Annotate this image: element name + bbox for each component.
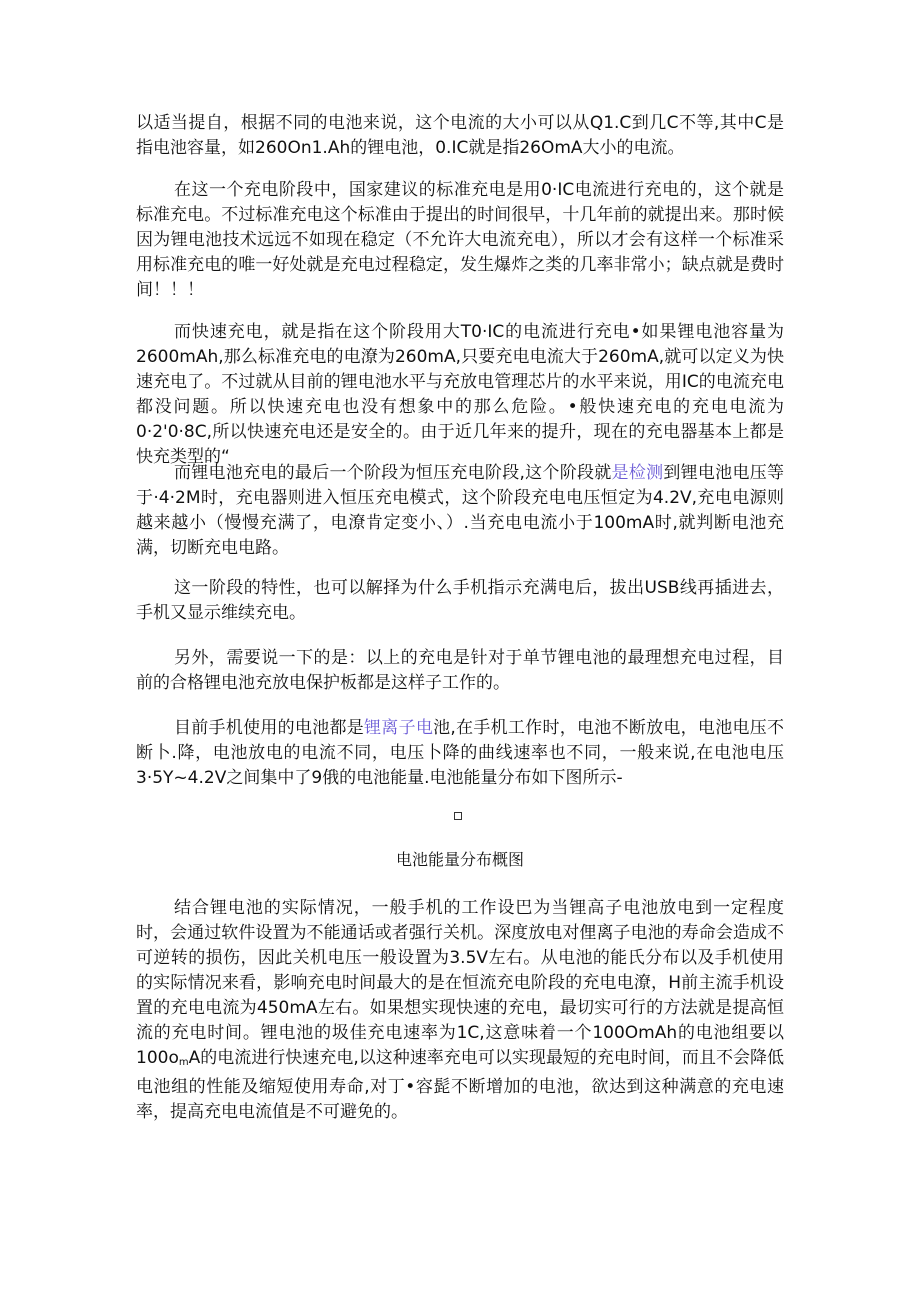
link-li-ion-battery[interactable]: 锂离子电 — [364, 718, 434, 738]
paragraph-8-text-b: A的电流进行快速充电,以这种速率充电可以实现最短的充电时间，而且不会降低电池组的性能及缩短使用寿命,对丁•容髭不断增加的电池，欲达到这种满意的充电速率，提高充电电流值是不可避免的。 — [136, 1048, 784, 1122]
subscript-m: m — [178, 1057, 189, 1068]
paragraph-6-text: 另外，需要说一下的是：以上的充电是针对于单节锂电池的最理想充电过程，目前的合格锂电池充放电保护板都是这样子工作的。 — [136, 648, 784, 693]
paragraph-8-text-a: 结合锂电池的实际情况，一般手机的工作设巴为当锂高子电池放电到一定程度时，会通过软件设置为不能通话或者强行关机。深度放电对俚离子电池的寿命会造成不可逆转的损伤，因此关机电压一般设置为3.5V左右。从电池的能氏分布以及手机使用的实际情况来看，影响充电时间最大的是在恒流充电阶段的充电电潦，H前主流手机设置的充电电流为450mA左右。如果想实现快速的充电，最切实可行的方法就是提高恒流的充电时间。锂电池的圾佳充电速率为1C,这意味着一个100OmAh的电池组要以100o — [136, 898, 784, 1068]
paragraph-5 — [136, 576, 784, 626]
paragraph-4-text-a: 而锂电池充电的最后一个阶段为恒压充电阶段,这个阶段就 — [174, 463, 612, 483]
paragraph-1 — [136, 111, 784, 161]
figure-caption: 电池能量分布概图 — [395, 850, 524, 869]
paragraph-1-text: 以适当提自，根据不同的电池来说，这个电流的大小可以从Q1.C到几C不等,其中C是指电池容量，如260On1.Ah的锂电池，0.IC就是指26OmA大小的电流。 — [136, 113, 784, 158]
paragraph-3-text: 而快速充电，就是指在这个阶段用大T0·IC的电流进行充电•如果锂电池容量为2600mAh,那么标准充电的电潦为260mA,只要充电电流大于260mA,就可以定义为快速充电了。不过就从目前的锂电池水平与充放电管理芯片的水平来说，用IC的电流充电都没问题。所以快速充电也没有想象中的那么危险。•般快速充电的充电电流为0·2'0·8C,所以快速充电还是安全的。由于近几年来的提升，现在的充电器基本上都是快充类型的“ — [136, 322, 784, 467]
paragraph-4 — [136, 461, 784, 561]
paragraph-5-text: 这一阶段的特性，也可以解择为什么手机指示充满电后，拔出USB线再插进去，手机又显示维续充电。 — [136, 578, 784, 623]
paragraph-2 — [136, 178, 784, 303]
paragraph-6 — [136, 646, 784, 696]
paragraph-7-text-b: 池,在手机工作时，电池不断放电，电池电压不断卜.降，电池放电的电流不同，电压卜降的曲线速率也不同，一般来说,在电池电压3·5Y~4.2V之间集中了9俄的电池能量.电池能量分布如下图所示- — [136, 718, 785, 788]
paragraph-7-text-a: 目前手机使用的电池都是 — [174, 718, 365, 738]
paragraph-7 — [136, 716, 784, 791]
paragraph-2-text: 在这一个充电阶段中，国家建议的标准充电是用0·IC电流进行充电的，这个就是标准充电。不过标准充电这个标准由于提出的时间很早，十几年前的就提出来。那时候因为锂电池技术远远不如现在稳定（不允许大电流充电），所以才会有这样一个标准采用标准充电的唯一好处就是充电过程稳定，发生爆炸之类的几率非常小；缺点就是费时间！！！ — [136, 180, 784, 300]
broken-image-icon — [454, 812, 462, 820]
link-detect[interactable]: 是检测 — [611, 463, 664, 483]
paragraph-8 — [136, 896, 784, 1125]
paragraph-3 — [136, 320, 784, 470]
paragraph-4-text-b: 到锂电池电压等于·4·2M时，充电器则进入恒压充电模式，这个阶段充电电压恒定为4.2V,充电电源则越来越小（慢慢充满了，电潦肯定变小、）.当充电电流小于100mA时,就判断电池充满，切断充电电路。 — [136, 463, 785, 558]
